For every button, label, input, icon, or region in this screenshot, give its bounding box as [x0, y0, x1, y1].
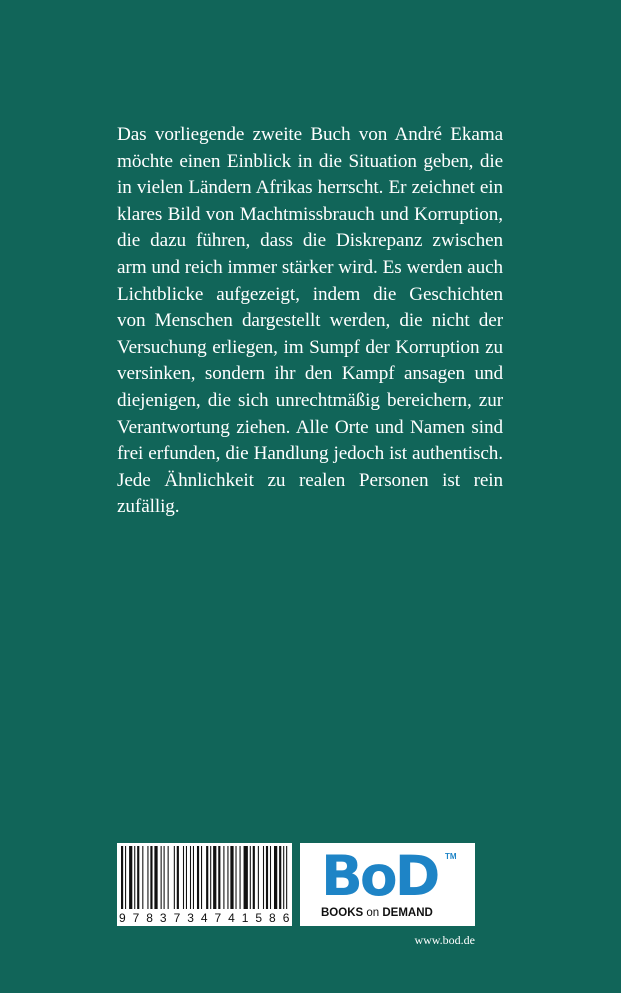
isbn-digit: 3 — [187, 911, 195, 925]
isbn-digit: 6 — [282, 911, 290, 925]
barcode-bar — [286, 846, 287, 909]
barcode-bar — [168, 846, 169, 909]
isbn-digit: 1 — [241, 911, 249, 925]
tagline-demand: DEMAND — [382, 907, 433, 919]
isbn-number — [117, 911, 292, 925]
publisher-tagline — [321, 907, 433, 920]
isbn-digit: 5 — [255, 911, 263, 925]
barcode-bar — [190, 846, 191, 909]
isbn-digit: 7 — [214, 911, 222, 925]
barcode-bar — [154, 846, 157, 909]
barcode-bar — [244, 846, 248, 909]
isbn-digit: 7 — [132, 911, 140, 925]
barcode-bar — [240, 846, 241, 909]
isbn-digit: 3 — [159, 911, 168, 925]
barcode-bar — [263, 846, 264, 909]
barcode-bar — [150, 846, 152, 909]
barcode-bar — [274, 846, 277, 909]
barcode-bars — [117, 843, 292, 911]
barcode-bar — [201, 846, 202, 909]
bod-logo-mark: BoD — [321, 844, 438, 908]
isbn-digit: 8 — [146, 911, 154, 925]
isbn-digit: 8 — [269, 911, 277, 925]
barcode-bar — [213, 846, 216, 909]
isbn-barcode — [117, 843, 292, 926]
tagline-books: BOOKS — [321, 907, 364, 919]
barcode-bar — [206, 846, 208, 909]
barcode-bar — [125, 846, 126, 909]
barcode-bar — [161, 846, 162, 909]
barcode-bar — [174, 846, 175, 909]
barcode-bar — [137, 846, 139, 909]
barcode-bar — [270, 846, 271, 909]
isbn-digit: 4 — [228, 911, 236, 925]
barcode-bar — [183, 846, 184, 909]
barcode-bar — [279, 846, 281, 909]
barcode-bar — [121, 846, 123, 909]
isbn-digit: 7 — [173, 911, 181, 925]
barcode-bar — [134, 846, 135, 909]
barcode-bar — [177, 846, 179, 909]
barcode-bar — [147, 846, 148, 909]
barcode-bar — [164, 846, 165, 909]
isbn-digit: 9 — [119, 911, 127, 925]
barcode-bar — [266, 846, 268, 909]
barcode-bar — [142, 846, 143, 909]
barcode-bar — [193, 846, 194, 909]
barcode-bar — [230, 846, 233, 909]
barcode-bar — [258, 846, 259, 909]
barcode-bar — [186, 846, 187, 909]
isbn-digit: 4 — [200, 911, 209, 925]
barcode-bar — [250, 846, 251, 909]
tagline-on: on — [363, 907, 383, 919]
barcode-bar — [283, 846, 284, 909]
barcode-bar — [129, 846, 132, 909]
publisher-logo — [300, 843, 475, 926]
barcode-bar — [253, 846, 255, 909]
barcode-bar — [223, 846, 224, 909]
barcode-bar — [227, 846, 228, 909]
barcode-bar — [235, 846, 236, 909]
barcode-bar — [210, 846, 211, 909]
publisher-website: www.bod.de — [414, 933, 475, 947]
trademark-symbol: TM — [445, 852, 457, 861]
barcode-bar — [197, 846, 199, 909]
barcode-bar — [218, 846, 220, 909]
back-cover-blurb: Das vorliegende zweite Buch von André Ekama möchte einen Einblick in die Situation geben, die in vielen Ländern Afrikas herrscht. Er zeichnet ein klares Bild von Machtmissbrauch und Korruption, die dazu führen, dass die Diskrepanz zwischen arm und reich immer stärker wird. Es werden auch Lichtblicke aufgezeigt, indem die Geschichten von Menschen dargestellt werden, die nicht der Versuchung erliegen, im Sumpf der Korruption zu versinken, sondern ihr den Kampf ansagen und diejenigen, die sich unrechtmäßig bereichern, zur Verantwortung ziehen. Alle Orte und Namen sind frei erfunden, die Handlung jedoch ist authentisch. Jede Ähnlichkeit zu realen Personen ist rein zufällig. — [117, 124, 503, 518]
